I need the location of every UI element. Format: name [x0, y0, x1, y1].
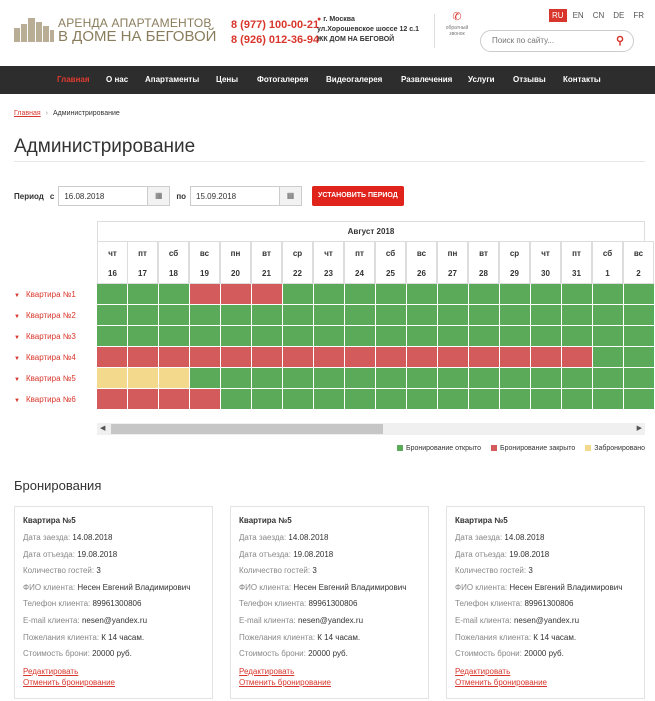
day-number: 28: [479, 269, 488, 278]
period-from-label: с: [49, 191, 55, 201]
calendar-cell[interactable]: [345, 305, 376, 326]
calendar-cell[interactable]: [283, 326, 314, 347]
booking-email: E-mail клиента: nesen@yandex.ru: [23, 615, 148, 625]
calendar-cell[interactable]: [469, 347, 500, 368]
booking-apartment: Квартира №5: [239, 516, 292, 525]
calendar-cell[interactable]: [128, 326, 159, 347]
calendar-cell[interactable]: [252, 326, 283, 347]
building-logo-icon: [14, 18, 54, 42]
chevron-down-icon: ▼: [14, 314, 20, 320]
period-label: Период: [14, 191, 44, 201]
date-from-value: 16.08.2018: [64, 192, 105, 201]
calendar-cell[interactable]: [159, 326, 190, 347]
bookings-title: Бронирования: [14, 478, 102, 493]
calendar-cell[interactable]: [314, 305, 345, 326]
address: [317, 15, 419, 45]
calendar-cell[interactable]: [624, 326, 655, 347]
lang-fr[interactable]: FR: [633, 11, 645, 20]
nav-apartments[interactable]: Апартаменты: [145, 75, 200, 84]
calendar-cell[interactable]: [593, 326, 624, 347]
calendar-cell[interactable]: [345, 326, 376, 347]
booking-card: [446, 506, 645, 699]
calendar-legend: [397, 445, 645, 452]
booking-client: ФИО клиента: Несен Евгений Владимирович: [23, 582, 191, 592]
day-number: 26: [417, 269, 426, 278]
cancel-booking-link[interactable]: Отменить бронирование: [23, 677, 115, 687]
room-name: Квартира №2: [25, 311, 76, 320]
lang-ru[interactable]: RU: [549, 9, 567, 22]
calendar-cell[interactable]: [314, 326, 345, 347]
nav-photo-gallery[interactable]: Фотогалерея: [257, 75, 309, 84]
calendar-cell[interactable]: [531, 284, 562, 305]
calendar-day-header: [189, 241, 220, 284]
calendar-icon[interactable]: ▦: [147, 187, 169, 205]
nav-home[interactable]: Главная: [57, 75, 90, 84]
calendar-cell[interactable]: [500, 347, 531, 368]
calendar-cell[interactable]: [624, 389, 655, 410]
calendar-cell[interactable]: [252, 368, 283, 389]
calendar-cell[interactable]: [314, 347, 345, 368]
calendar-scrollbar[interactable]: [97, 423, 645, 435]
calendar-day-header: [375, 241, 406, 284]
calendar-cell[interactable]: [438, 326, 469, 347]
calendar-room-row: [14, 305, 645, 326]
calendar-cell[interactable]: [221, 347, 252, 368]
calendar-cell[interactable]: [407, 389, 438, 410]
calendar-cell[interactable]: [128, 347, 159, 368]
calendar-cell[interactable]: [376, 326, 407, 347]
calendar-cell[interactable]: [376, 347, 407, 368]
weekday-label: вс: [199, 249, 210, 258]
day-number: 19: [200, 269, 209, 278]
calendar-cell[interactable]: [438, 389, 469, 410]
booking-guests: Количество гостей: 3: [23, 566, 101, 576]
booking-client: ФИО клиента: Несен Евгений Владимирович: [239, 582, 407, 592]
calendar-cell[interactable]: [407, 347, 438, 368]
calendar-cell[interactable]: [159, 284, 190, 305]
calendar-cell[interactable]: [593, 284, 624, 305]
search-box: [480, 30, 634, 52]
calendar-day-header: [313, 241, 344, 284]
cancel-booking-link[interactable]: Отменить бронирование: [455, 677, 547, 687]
calendar-cell[interactable]: [469, 368, 500, 389]
calendar-day-header: [251, 241, 282, 284]
booking-email: E-mail клиента: nesen@yandex.ru: [455, 615, 580, 625]
weekday-label: ср: [509, 249, 520, 258]
lang-en[interactable]: EN: [572, 11, 584, 20]
booking-checkout: Дата отъезда: 19.08.2018: [23, 549, 118, 559]
calendar-cell[interactable]: [190, 347, 221, 368]
page-title: Администрирование: [14, 136, 196, 157]
phone-2[interactable]: 8 (926) 012-36-94: [231, 34, 320, 46]
calendar-day-header: [406, 241, 437, 284]
calendar-icon[interactable]: ▦: [279, 187, 301, 205]
calendar-cell[interactable]: [97, 389, 128, 410]
weekday-label: чт: [324, 249, 333, 258]
room-toggle[interactable]: [14, 389, 97, 410]
booking-wishes: Пожелания клиента: К 14 часам.: [239, 632, 361, 642]
calendar-cell[interactable]: [221, 284, 252, 305]
booking-phone: Телефон клиента: 89961300806: [23, 599, 142, 609]
calendar-cell[interactable]: [438, 347, 469, 368]
calendar-room-row: [14, 368, 645, 389]
day-number: 24: [355, 269, 364, 278]
edit-booking-link[interactable]: Редактировать: [23, 666, 79, 676]
logo-line1: АРЕНДА АПАРТАМЕНТОВ: [58, 16, 212, 30]
calendar-day-header: [282, 241, 313, 284]
calendar-day-header: [344, 241, 375, 284]
calendar-cell[interactable]: [159, 347, 190, 368]
day-number: 16: [108, 269, 117, 278]
calendar-cell[interactable]: [128, 284, 159, 305]
calendar-cell[interactable]: [438, 284, 469, 305]
calendar-room-row: [14, 284, 645, 305]
calendar-month: Август 2018: [97, 221, 645, 241]
calendar-cell[interactable]: [97, 305, 128, 326]
calendar-room-row: [14, 326, 645, 347]
calendar-cell[interactable]: [159, 389, 190, 410]
period-filter: [14, 186, 404, 206]
room-name: Квартира №1: [25, 290, 76, 299]
calendar-cell[interactable]: [221, 389, 252, 410]
calendar-cell[interactable]: [593, 347, 624, 368]
booking-wishes: Пожелания клиента: К 14 часам.: [23, 632, 145, 642]
nav-reviews[interactable]: Отзывы: [513, 75, 546, 84]
legend-reserved: Забронировано: [585, 445, 645, 452]
booking-client: ФИО клиента: Несен Евгений Владимирович: [455, 582, 623, 592]
calendar-cell[interactable]: [283, 368, 314, 389]
booking-phone: Телефон клиента: 89961300806: [239, 599, 358, 609]
calendar-cell[interactable]: [531, 326, 562, 347]
breadcrumb-home[interactable]: Главная: [14, 110, 41, 117]
callback-label-1: обратный: [445, 25, 469, 31]
legend-closed: Бронирование закрыто: [491, 445, 575, 452]
weekday-label: вс: [416, 249, 427, 258]
calendar-cell[interactable]: [469, 389, 500, 410]
calendar-cell[interactable]: [562, 284, 593, 305]
booking-price: Стоимость брони: 20000 руб.: [23, 649, 132, 659]
calendar-day-header: [561, 241, 592, 284]
chevron-down-icon: ▼: [14, 293, 20, 299]
calendar-cell[interactable]: [97, 368, 128, 389]
room-toggle[interactable]: [14, 305, 97, 326]
day-number: 21: [262, 269, 271, 278]
booking-phone: Телефон клиента: 89961300806: [455, 599, 574, 609]
day-number: 1: [605, 269, 610, 278]
calendar-cell[interactable]: [252, 284, 283, 305]
day-number: 30: [541, 269, 550, 278]
day-number: 17: [138, 269, 147, 278]
weekday-label: сб: [385, 249, 396, 258]
calendar-cell[interactable]: [190, 389, 221, 410]
lang-de[interactable]: DE: [613, 11, 625, 20]
calendar-cell[interactable]: [345, 368, 376, 389]
booking-apartment: Квартира №5: [23, 516, 76, 525]
address-city: г. Москва: [323, 16, 355, 23]
room-toggle[interactable]: [14, 284, 97, 305]
calendar-day-header: [437, 241, 468, 284]
day-number: 23: [324, 269, 333, 278]
breadcrumb: [14, 110, 120, 117]
booking-email: E-mail клиента: nesen@yandex.ru: [239, 615, 364, 625]
calendar-cell[interactable]: [128, 389, 159, 410]
calendar-cell[interactable]: [438, 305, 469, 326]
weekday-label: сб: [602, 249, 613, 258]
calendar-cell[interactable]: [221, 305, 252, 326]
calendar-cell[interactable]: [283, 305, 314, 326]
weekday-label: вт: [479, 249, 488, 258]
calendar-day-header: [499, 241, 530, 284]
booking-apartment: Квартира №5: [455, 516, 508, 525]
calendar-cell[interactable]: [252, 305, 283, 326]
lang-cn[interactable]: CN: [592, 11, 605, 20]
header-divider: [434, 14, 435, 48]
language-switcher: [549, 9, 647, 22]
calendar-cell[interactable]: [593, 368, 624, 389]
room-name: Квартира №6: [25, 395, 76, 404]
calendar-cell[interactable]: [252, 389, 283, 410]
search-icon[interactable]: ⚲: [615, 35, 624, 47]
calendar-cell[interactable]: [221, 326, 252, 347]
calendar-cell[interactable]: [624, 347, 655, 368]
calendar-cell[interactable]: [531, 368, 562, 389]
calendar-cell[interactable]: [562, 305, 593, 326]
calendar-day-header: [127, 241, 158, 284]
weekday-label: пн: [230, 249, 241, 258]
chevron-down-icon: ▼: [14, 356, 20, 362]
calendar-cell[interactable]: [345, 347, 376, 368]
calendar-cell[interactable]: [624, 368, 655, 389]
weekday-label: чт: [541, 249, 550, 258]
calendar-cell[interactable]: [159, 368, 190, 389]
date-to-input[interactable]: [190, 186, 302, 206]
booking-wishes: Пожелания клиента: К 14 часам.: [455, 632, 577, 642]
period-to-label: по: [176, 191, 187, 201]
phone-icon: ✆: [452, 11, 462, 23]
calendar-cell[interactable]: [345, 389, 376, 410]
calendar-day-header: [220, 241, 251, 284]
calendar-cell[interactable]: [469, 305, 500, 326]
weekday-label: пт: [138, 249, 147, 258]
calendar-cell[interactable]: [531, 389, 562, 410]
calendar-cell[interactable]: [593, 389, 624, 410]
booking-price: Стоимость брони: 20000 руб.: [239, 649, 348, 659]
calendar-cell[interactable]: [252, 347, 283, 368]
nav-entertainment[interactable]: Развлечения: [401, 75, 453, 84]
calendar-cell[interactable]: [500, 284, 531, 305]
edit-booking-link[interactable]: Редактировать: [455, 666, 511, 676]
calendar-cell[interactable]: [345, 284, 376, 305]
calendar-cell[interactable]: [314, 368, 345, 389]
calendar-cell[interactable]: [190, 326, 221, 347]
calendar-cell[interactable]: [531, 305, 562, 326]
day-number: 29: [510, 269, 519, 278]
room-toggle[interactable]: [14, 347, 97, 368]
calendar-cell[interactable]: [407, 368, 438, 389]
phone-1[interactable]: 8 (977) 100-00-21: [231, 19, 320, 31]
calendar-cell[interactable]: [469, 326, 500, 347]
weekday-label: пн: [447, 249, 458, 258]
calendar-room-row: [14, 347, 645, 368]
weekday-label: вт: [262, 249, 271, 258]
booking-card: [230, 506, 429, 699]
day-number: 18: [169, 269, 178, 278]
booking-price: Стоимость брони: 20000 руб.: [455, 649, 564, 659]
breadcrumb-current: Администрирование: [53, 110, 120, 117]
date-from-input[interactable]: [58, 186, 170, 206]
calendar-room-row: [14, 389, 645, 410]
calendar-cell[interactable]: [190, 368, 221, 389]
day-number: 31: [572, 269, 581, 278]
search-input[interactable]: [492, 36, 607, 45]
calendar-cell[interactable]: [97, 326, 128, 347]
calendar-cell[interactable]: [283, 347, 314, 368]
booking-checkin: Дата заезда: 14.08.2018: [239, 533, 329, 542]
chevron-down-icon: ▼: [14, 377, 20, 383]
calendar-cell[interactable]: [97, 347, 128, 368]
calendar-cell[interactable]: [407, 305, 438, 326]
logo-line2: В ДОМЕ НА БЕГОВОЙ: [58, 28, 217, 45]
calendar-cell[interactable]: [221, 368, 252, 389]
day-number: 2: [636, 269, 641, 278]
calendar-cell[interactable]: [190, 305, 221, 326]
edit-booking-link[interactable]: Редактировать: [239, 666, 295, 676]
chevron-down-icon: ▼: [14, 335, 20, 341]
booking-checkout: Дата отъезда: 19.08.2018: [455, 549, 550, 559]
day-number: 20: [231, 269, 240, 278]
calendar-cell[interactable]: [562, 347, 593, 368]
legend-open: Бронирование открыто: [397, 445, 481, 452]
nav-about[interactable]: О нас: [106, 75, 129, 84]
calendar-cell[interactable]: [283, 284, 314, 305]
calendar-cell[interactable]: [500, 326, 531, 347]
calendar-day-header: [97, 241, 128, 284]
calendar-cell[interactable]: [624, 305, 655, 326]
room-name: Квартира №4: [25, 353, 76, 362]
nav-contacts[interactable]: Контакты: [563, 75, 601, 84]
calendar-day-header: [530, 241, 561, 284]
calendar-cell[interactable]: [314, 284, 345, 305]
calendar-cell[interactable]: [159, 305, 190, 326]
nav-prices[interactable]: Цены: [216, 75, 239, 84]
calendar-cell[interactable]: [531, 347, 562, 368]
main-nav: [0, 66, 655, 94]
chevron-down-icon: ▼: [14, 398, 20, 404]
calendar-cell[interactable]: [593, 305, 624, 326]
calendar-cell[interactable]: [407, 326, 438, 347]
calendar-cell[interactable]: [407, 284, 438, 305]
date-to-value: 15.09.2018: [196, 192, 237, 201]
weekday-label: вс: [633, 249, 644, 258]
weekday-label: чт: [108, 249, 117, 258]
logo[interactable]: [14, 16, 216, 44]
calendar-cell[interactable]: [97, 284, 128, 305]
calendar-cell[interactable]: [283, 389, 314, 410]
calendar-day-header: [158, 241, 189, 284]
booking-guests: Количество гостей: 3: [455, 566, 533, 576]
scrollbar-thumb[interactable]: [111, 424, 383, 434]
day-number: 27: [448, 269, 457, 278]
calendar-cell[interactable]: [438, 368, 469, 389]
calendar-cell[interactable]: [500, 305, 531, 326]
room-toggle[interactable]: [14, 326, 97, 347]
booking-checkin: Дата заезда: 14.08.2018: [455, 533, 545, 542]
calendar-cell[interactable]: [562, 368, 593, 389]
booking-checkout: Дата отъезда: 19.08.2018: [239, 549, 334, 559]
breadcrumb-separator: ›: [45, 110, 48, 117]
weekday-label: пт: [572, 249, 581, 258]
calendar-cell[interactable]: [562, 389, 593, 410]
calendar-cell[interactable]: [128, 305, 159, 326]
scroll-left-icon[interactable]: ◀: [100, 425, 106, 432]
calendar-cell[interactable]: [128, 368, 159, 389]
room-name: Квартира №3: [25, 332, 76, 341]
scroll-right-icon[interactable]: ▶: [636, 425, 642, 432]
weekday-label: ср: [292, 249, 303, 258]
calendar-cell[interactable]: [376, 368, 407, 389]
calendar-cell[interactable]: [376, 389, 407, 410]
booking-card: [14, 506, 213, 699]
calendar-cell[interactable]: [469, 284, 500, 305]
calendar-cell[interactable]: [190, 284, 221, 305]
address-complex: ЖК ДОМ НА БЕГОВОЙ: [317, 36, 395, 43]
calendar-cell[interactable]: [314, 389, 345, 410]
calendar-day-header: [623, 241, 654, 284]
calendar-cell[interactable]: [376, 284, 407, 305]
calendar-day-headers: [97, 241, 645, 284]
day-number: 25: [386, 269, 395, 278]
phones: [231, 16, 322, 48]
callback-button[interactable]: [444, 11, 470, 37]
map-pin-icon: ●: [317, 16, 322, 23]
callback-label-2: звонок: [449, 31, 465, 37]
calendar-cell[interactable]: [376, 305, 407, 326]
title-divider: [14, 161, 645, 162]
calendar-cell[interactable]: [562, 326, 593, 347]
calendar-cell[interactable]: [500, 368, 531, 389]
weekday-label: сб: [168, 249, 179, 258]
calendar-day-header: [592, 241, 623, 284]
calendar-day-header: [468, 241, 499, 284]
set-period-button[interactable]: УСТАНОВИТЬ ПЕРИОД: [312, 186, 404, 206]
calendar-cell[interactable]: [500, 389, 531, 410]
day-number: 22: [293, 269, 302, 278]
weekday-label: пт: [355, 249, 364, 258]
room-name: Квартира №5: [25, 374, 76, 383]
cancel-booking-link[interactable]: Отменить бронирование: [239, 677, 331, 687]
address-street: ул.Хорошевское шоссе 12 с.1: [317, 26, 419, 33]
nav-services[interactable]: Услуги: [468, 75, 495, 84]
room-toggle[interactable]: [14, 368, 97, 389]
calendar-cell[interactable]: [624, 284, 655, 305]
booking-checkin: Дата заезда: 14.08.2018: [23, 533, 113, 542]
site-header: [0, 0, 655, 66]
nav-video-gallery[interactable]: Видеогалерея: [326, 75, 383, 84]
booking-guests: Количество гостей: 3: [239, 566, 317, 576]
